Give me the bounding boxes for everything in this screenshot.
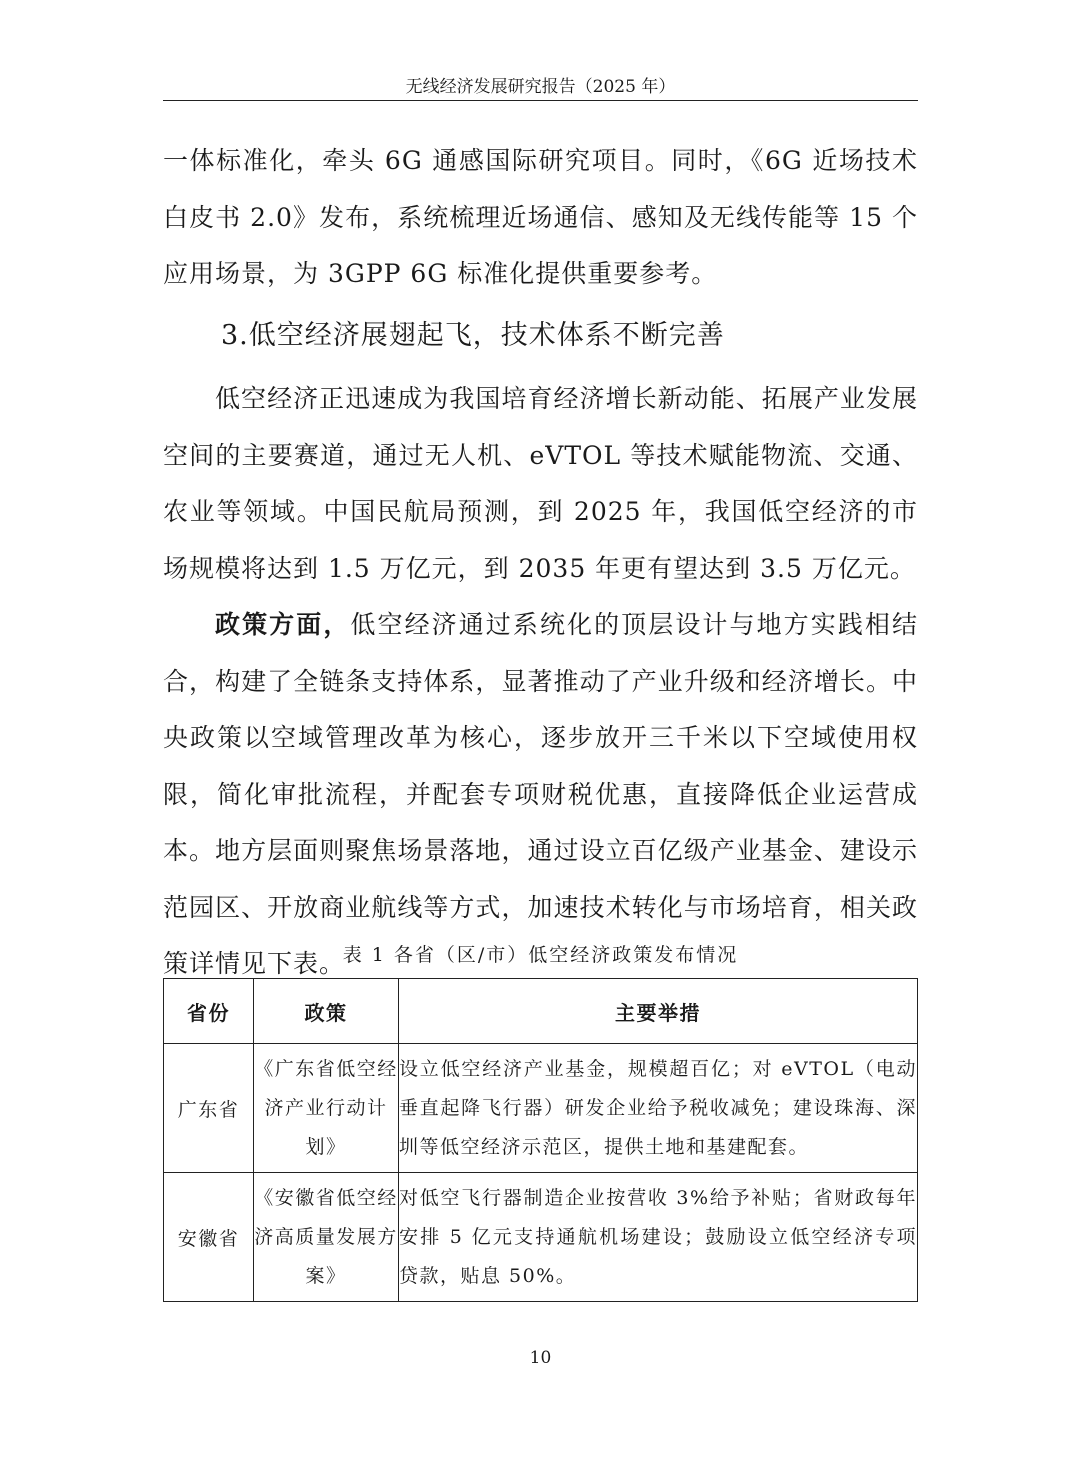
cell-policy: 《广东省低空经济产业行动计划》 (254, 1044, 399, 1173)
page-number: 10 (529, 1348, 552, 1368)
cell-province: 安徽省 (164, 1173, 254, 1302)
paragraph-low-altitude-intro: 低空经济正迅速成为我国培育经济增长新动能、拓展产业发展空间的主要赛道，通过无人机、eVTOL 等技术赋能物流、交通、农业等领域。中国民航局预测，到 2025 年，我国低空经济的市场规模将达到 1.5 万亿元，到 2035 年更有望达到 3.5 万亿元。 (163, 384, 918, 583)
header-policy: 政策 (254, 979, 399, 1044)
cell-province: 广东省 (164, 1044, 254, 1173)
policy-lead-text: 政策方面， (215, 610, 351, 639)
header-province: 省份 (164, 979, 254, 1044)
table-header-row (164, 979, 918, 1044)
paragraph-6g-nearfield: 一体标准化，牵头 6G 通感国际研究项目。同时，《6G 近场技术白皮书 2.0》发布，系统梳理近场通信、感知及无线传能等 15 个应用场景，为 3GPP 6G 标准化提供重要参考。 (163, 146, 918, 288)
cell-policy: 《安徽省低空经济高质量发展方案》 (254, 1173, 399, 1302)
cell-measures: 设立低空经济产业基金，规模超百亿；对 eVTOL（电动垂直起降飞行器）研发企业给予税收减免；建设珠海、深圳等低空经济示范区，提供土地和基建配套。 (399, 1044, 918, 1173)
policy-body-text: 低空经济通过系统化的顶层设计与地方实践相结合，构建了全链条支持体系，显著推动了产业升级和经济增长。中央政策以空域管理改革为核心，逐步放开三千米以下空域使用权限，简化审批流程，并配套专项财税优惠，直接降低企业运营成本。地方层面则聚焦场景落地，通过设立百亿级产业基金、建设示范园区、开放商业航线等方式，加速技术转化与市场培育，相关政策详情见下表。 (163, 610, 918, 978)
paragraph-policy (163, 597, 918, 993)
cell-measures: 对低空飞行器制造企业按营收 3%给予补贴；省财政每年安排 5 亿元支持通航机场建设；鼓励设立低空经济专项贷款，贴息 50%。 (399, 1173, 918, 1302)
page-header: 无线经济发展研究报告（2025 年） (163, 74, 918, 101)
section-heading: 3.低空经济展翅起飞，技术体系不断完善 (221, 320, 725, 351)
table-row (164, 1044, 918, 1173)
table-row (164, 1173, 918, 1302)
header-measures: 主要举措 (399, 979, 918, 1044)
policy-table (163, 978, 918, 1302)
table-caption: 表 1 各省（区/市）低空经济政策发布情况 (342, 944, 739, 966)
